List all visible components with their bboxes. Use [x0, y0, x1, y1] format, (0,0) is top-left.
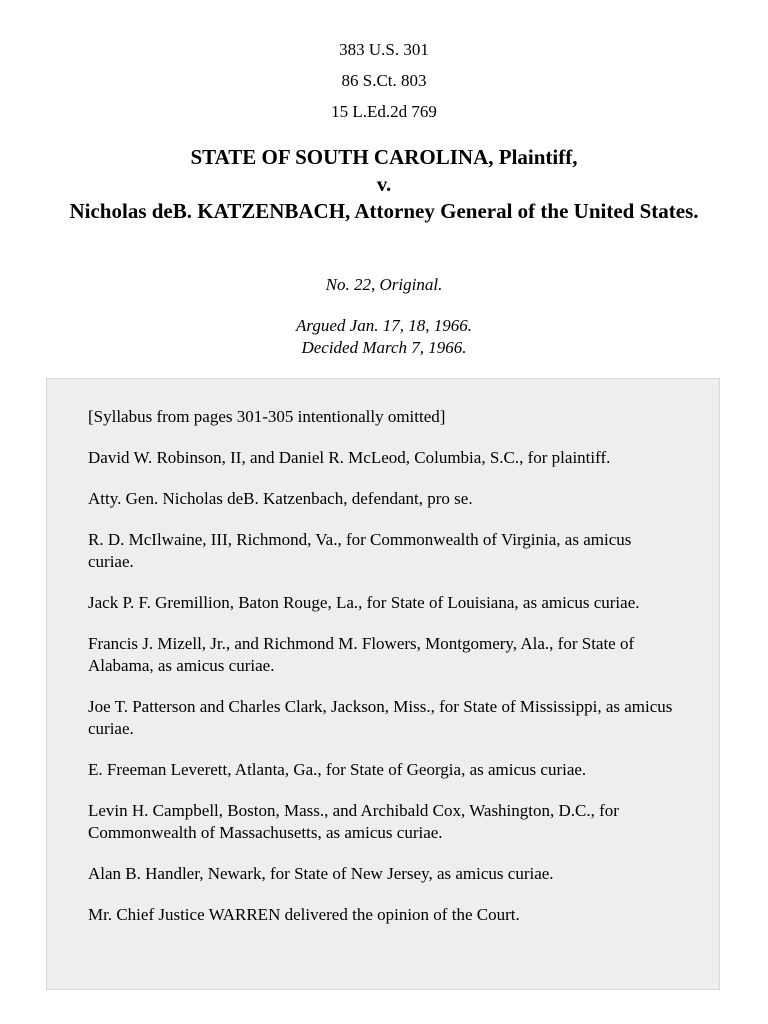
counsel-entry: R. D. McIlwaine, III, Richmond, Va., for Commonwealth of Virginia, as amicus curiae. — [88, 530, 632, 571]
supreme-court-reporter-citation: 86 S.Ct. 803 — [341, 71, 427, 90]
counsel-entry: Atty. Gen. Nicholas deB. Katzenbach, defendant, pro se. — [88, 489, 473, 508]
case-dates — [0, 315, 768, 359]
opinion-introduction: Mr. Chief Justice WARREN delivered the opinion of the Court. — [88, 905, 520, 924]
reporter-citations — [0, 34, 768, 127]
decided-date: Decided March 7, 1966. — [301, 338, 467, 357]
case-caption — [30, 144, 738, 225]
syllabus-note: [Syllabus from pages 301-305 intentionally omitted] — [88, 407, 446, 426]
counsel-entry: Joe T. Patterson and Charles Clark, Jackson, Miss., for State of Mississippi, as amicus curiae. — [88, 697, 673, 738]
counsel-entry: Jack P. F. Gremillion, Baton Rouge, La., for State of Louisiana, as amicus curiae. — [88, 593, 640, 612]
counsel-entry: Levin H. Campbell, Boston, Mass., and Archibald Cox, Washington, D.C., for Commonwealth of Massachusetts, as amicus curiae. — [88, 801, 619, 842]
defendant-name: Nicholas deB. KATZENBACH, Attorney General of the United States. — [69, 199, 699, 223]
lawyers-edition-citation: 15 L.Ed.2d 769 — [331, 102, 437, 121]
versus-label: v. — [376, 172, 392, 196]
argued-date: Argued Jan. 17, 18, 1966. — [296, 316, 472, 335]
docket-number: No. 22, Original. — [325, 275, 443, 294]
plaintiff-name: STATE OF SOUTH CAROLINA, Plaintiff, — [190, 145, 578, 169]
counsel-entry: E. Freeman Leverett, Atlanta, Ga., for State of Georgia, as amicus curiae. — [88, 760, 587, 779]
counsel-entry: Alan B. Handler, Newark, for State of New Jersey, as amicus curiae. — [88, 864, 554, 883]
counsel-entry: Francis J. Mizell, Jr., and Richmond M. Flowers, Montgomery, Ala., for State of Alabama, as amicus curiae. — [88, 634, 635, 675]
counsel-entry: David W. Robinson, II, and Daniel R. McLeod, Columbia, S.C., for plaintiff. — [88, 448, 611, 467]
counsel-box — [46, 378, 720, 990]
us-reports-citation: 383 U.S. 301 — [339, 40, 429, 59]
